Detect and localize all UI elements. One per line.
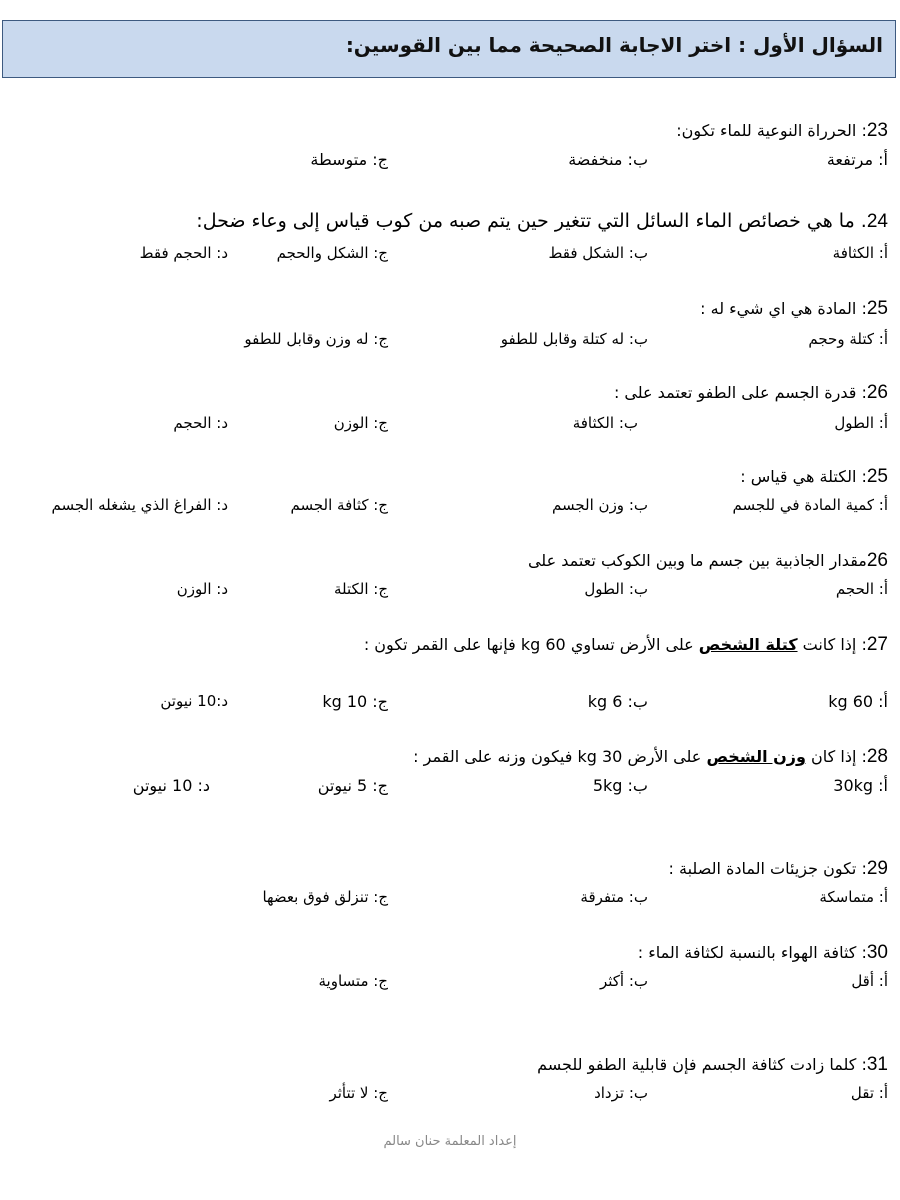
question-text: 25: المادة هي اي شيء له :	[700, 298, 888, 319]
question-31	[0, 1054, 900, 1134]
option-c: ج: الشكل والحجم	[276, 244, 388, 262]
question-text: 31: كلما زادت كثافة الجسم فإن قابلية الطفو للجسم	[537, 1054, 888, 1075]
section-header	[2, 20, 896, 78]
option-c: ج: تنزلق فوق بعضها	[262, 888, 388, 906]
option-d: د:10 نيوتن	[160, 692, 228, 710]
section-title: السؤال الأول : اختر الاجابة الصحيحة مما بين القوسين:	[345, 33, 883, 57]
option-a: أ: متماسكة	[819, 888, 888, 906]
option-a: أ: أقل	[851, 972, 888, 990]
option-a: أ: الحجم	[835, 580, 888, 598]
emphasis-weight: وزن الشخص	[706, 747, 806, 766]
option-b: ب: 6 kg	[587, 692, 648, 711]
question-text: 27: إذا كانت كتلة الشخص على الأرض تساوي 60 kg فإنها على القمر تكون :	[363, 634, 888, 655]
option-c: ج: الكتلة	[333, 580, 388, 598]
option-c: ج: له وزن وقابل للطفو	[244, 330, 388, 348]
question-25	[0, 298, 900, 378]
question-text: 26: قدرة الجسم على الطفو تعتمد على :	[613, 382, 888, 403]
option-a: أ: كمية المادة في للجسم	[732, 496, 888, 514]
option-c: ج: 10 kg	[322, 692, 388, 711]
option-d: د: الحجم	[173, 414, 228, 432]
question-text: 23: الحرراة النوعية للماء تكون:	[676, 120, 888, 141]
question-23	[0, 120, 900, 200]
option-d: د: الوزن	[176, 580, 228, 598]
option-a: أ: مرتفعة	[826, 150, 888, 169]
option-b: ب: تزداد	[594, 1084, 648, 1102]
option-c: ج: لا تتأثر	[329, 1084, 388, 1102]
option-b: ب: الطول	[584, 580, 648, 598]
question-text: 30: كثافة الهواء بالنسبة لكثافة الماء :	[637, 942, 888, 963]
question-text: 24. ما هي خصائص الماء السائل التي تتغير حين يتم صبه من كوب قياس إلى وعاء ضحل:	[196, 210, 888, 232]
option-b: ب: أكثر	[599, 972, 648, 990]
option-c: ج: متساوية	[318, 972, 388, 990]
question-24	[0, 210, 900, 290]
question-30	[0, 942, 900, 1022]
option-b: ب: متفرقة	[580, 888, 648, 906]
option-a: أ: 30kg	[833, 776, 888, 795]
option-c: ج: كثافة الجسم	[290, 496, 388, 514]
option-b: ب: وزن الجسم	[552, 496, 648, 514]
option-a: أ: الكثافة	[832, 244, 888, 262]
option-a: أ: كتلة وحجم	[808, 330, 888, 348]
option-d: د: الفراغ الذي يشغله الجسم	[51, 496, 228, 514]
option-c: ج: الوزن	[333, 414, 388, 432]
option-b: ب: له كتلة وقابل للطفو	[500, 330, 648, 348]
option-b: ب: 5kg	[592, 776, 648, 795]
question-text: 29: تكون جزيئات المادة الصلبة :	[668, 858, 888, 879]
option-b: ب: منخفضة	[568, 150, 648, 169]
option-b: ب: الكثافة	[572, 414, 638, 432]
question-text: 28: إذا كان وزن الشخص على الأرض 30 kg فيكون وزنه على القمر :	[413, 746, 888, 767]
question-26	[0, 382, 900, 462]
question-28	[0, 746, 900, 826]
option-a: أ: تقل	[850, 1084, 888, 1102]
question-text: 25: الكتلة هي قياس :	[740, 466, 888, 487]
option-b: ب: الشكل فقط	[548, 244, 648, 262]
option-a: أ: 60 kg	[828, 692, 888, 711]
footer-credit: إعداد المعلمة حنان سالم	[383, 1134, 517, 1149]
emphasis-mass: كتلة الشخص	[698, 635, 798, 654]
option-a: أ: الطول	[834, 414, 888, 432]
option-d: د: 10 نيوتن	[132, 776, 210, 795]
option-c: ج: متوسطة	[310, 150, 388, 169]
option-d: د: الحجم فقط	[139, 244, 228, 262]
question-25b	[0, 466, 900, 546]
question-text: 26مقدار الجاذبية بين جسم ما وبين الكوكب تعتمد على	[527, 550, 888, 571]
question-27	[0, 634, 900, 714]
option-c: ج: 5 نيوتن	[317, 776, 388, 795]
question-29	[0, 858, 900, 938]
question-26b	[0, 550, 900, 630]
